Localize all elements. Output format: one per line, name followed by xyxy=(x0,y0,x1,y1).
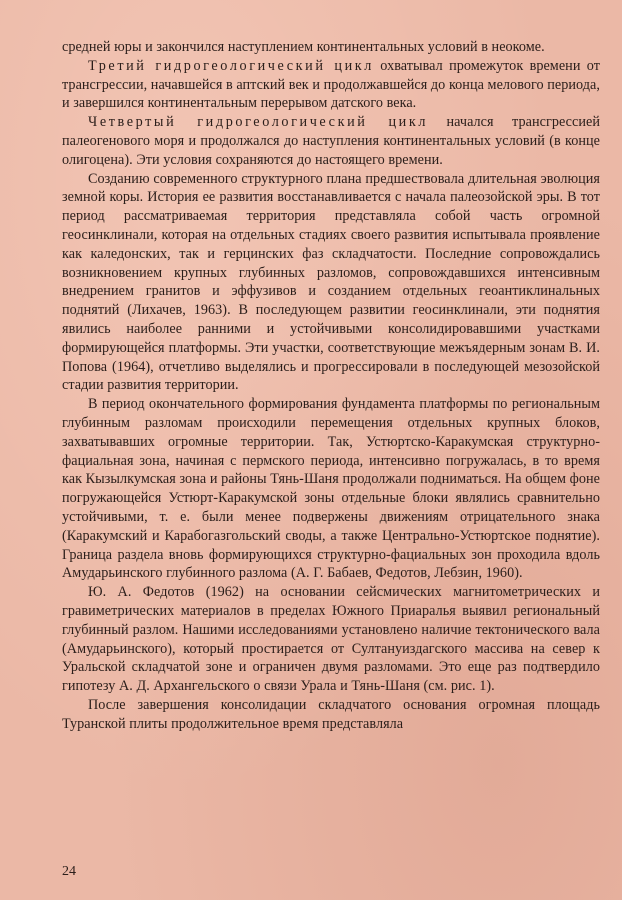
paragraph-body: охватывал промежуток времени от трансгрессии, начавшейся в аптский век и продолжавшейся до конца мелового периода, и завершился континентальным перерывом датского века. xyxy=(62,57,600,112)
body-text xyxy=(62,38,600,733)
paragraph-4: В период окончательного формирования фундамента платформы по региональным глубинным разломам происходили перемещения отдельных крупных блоков, захватывавших огромные территории. Так, Устюртско-Каракумская структурно-фациальная зона, начиная с пермского периода, интенсивно погружалась, в то время как Кызылкумская зона и районы Тянь-Шаня продолжали подниматься. На общем фоне погружающейся Устюрт-Каракумской зоны отдельные блоки являлись сравнительно устойчивыми, т. е. были менее подвержены движениям отрицательного знака (Каракумский и Карабогазгольский своды, а также Центрально-Устюртское поднятие). Граница раздела вновь формирующихся структурно-фациальных зон проходила вдоль Амударьинского глубинного разлома (А. Г. Бабаев, Федотов, Лебзин, 1960). xyxy=(62,396,600,582)
page-number: 24 xyxy=(62,864,76,879)
paragraph-body: начался трансгрессией палеогенового моря и продолжался до наступления континентальных условий (в конце олигоцена). Эти условия сохраняются до настоящего времени. xyxy=(62,114,600,168)
paragraph-5: Ю. А. Федотов (1962) на основании сейсмических магнитометрических и гравиметрических материалов в пределах Южного Приаралья выявил региональный глубинный разлом. Нашими исследованиями установлено наличие тектонического вала (Амударьинского), который простирается от Султануиздагского массива на север к Уральской складчатой зоне и ограничен двумя разломами. Это еще раз подтвердило гипотезу А. Д. Архангельского о связи Урала и Тянь-Шаня (см. рис. 1). xyxy=(62,584,600,695)
emphasis-heading: Четвертый гидрогеологический цикл xyxy=(88,114,429,131)
emphasis-heading: Третий гидрогеологический цикл xyxy=(88,57,374,74)
paragraph-0: средней юры и закончился наступлением континентальных условий в неокоме. xyxy=(62,39,545,55)
paragraph-1 xyxy=(62,57,600,113)
paragraph-2 xyxy=(62,113,600,169)
paragraph-3: Созданию современного структурного плана предшествовала длительная эволюция земной коры. История ее развития восстанавливается с начала палеозойской эры. В тот период рассматриваемая территория представляла собой часть огромной геосинклинали, которая на отдельных стадиях своего развития испытывала проявление как каледонских, так и герцинских фаз складчатости. Последние сопровождались возникновением крупных глубинных разломов, сопровождавшихся интенсивным внедрением гранитов и эффузивов и созданием отдельных геоантиклинальных поднятий (Лихачев, 1963). В последующем развитии геосинклинали, эти поднятия явились наиболее ранними и устойчивыми консолидировавшими участками формирующейся платформы. Эти участки, соответствующие межъядерным зонам В. И. Попова (1964), отчетливо выделялись и прогрессировали в последующей мезозойской стадии развития территории. xyxy=(62,170,600,394)
paragraph-6: После завершения консолидации складчатого основания огромная площадь Туранской плиты продолжительное время представляла xyxy=(62,696,600,732)
